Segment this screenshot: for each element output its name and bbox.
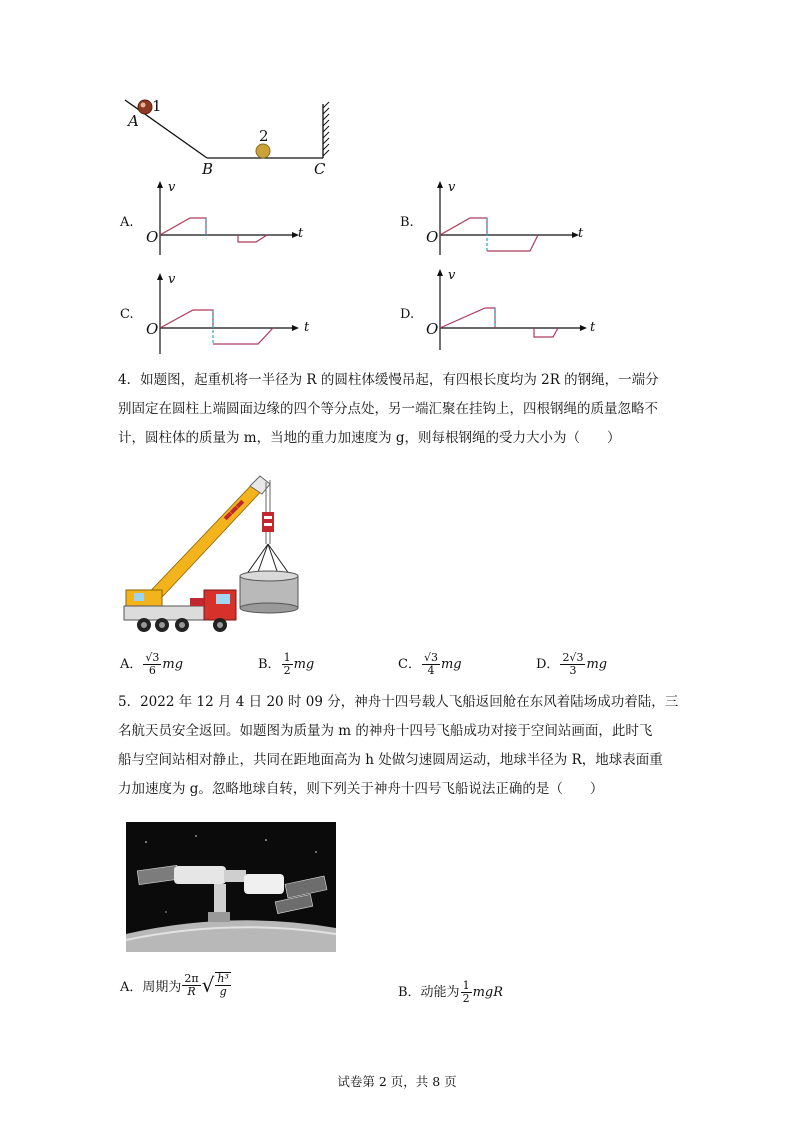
A-v: v — [168, 180, 176, 195]
B-t: t — [578, 226, 584, 241]
D-O: O — [426, 320, 439, 338]
C-v: v — [168, 272, 176, 287]
label-B: B — [202, 160, 214, 178]
A-O: O — [146, 228, 159, 246]
label-A: A — [128, 112, 139, 130]
q4-option-B[interactable]: B． $\frac{1}{2}$ mg — [258, 651, 315, 677]
label-2: 2 — [259, 127, 269, 145]
crane-image — [120, 462, 310, 642]
D-v: v — [448, 268, 456, 283]
D-t: t — [590, 320, 596, 335]
label-C: C — [314, 160, 326, 178]
q5-option-B[interactable]: B．动能为 $\frac{1}{2}$ mgR — [398, 979, 503, 1005]
q4-option-A[interactable]: A． $\frac{√3}{6}$ mg — [120, 651, 184, 677]
ball-1 — [138, 100, 152, 114]
C-O: O — [146, 320, 159, 338]
incline-figure — [115, 92, 345, 182]
B-O: O — [426, 228, 439, 246]
option-D-label: D. — [400, 307, 415, 322]
option-C-label: C. — [120, 307, 134, 322]
label-1: 1 — [152, 97, 162, 115]
option-A-label: A. — [120, 215, 134, 230]
ball-2 — [256, 144, 270, 158]
B-v: v — [448, 180, 456, 195]
C-t: t — [304, 320, 310, 335]
A-t: t — [298, 226, 304, 241]
q4-option-C[interactable]: C． $\frac{√3}{4}$ mg — [398, 651, 462, 677]
q5-option-A[interactable]: A．周期为 $\frac{2\pi}{R}$ √ $\frac{\text{h³}}{g}$ — [120, 971, 229, 998]
question-5-text: 5．2022 年 12 月 4 日 20 时 09 分，神舟十四号载人飞船返回舱在东风着陆场成功着陆，三 名航天员安全返回。如题图为质量为 m 的神舟十四号飞船成功对接于空间站画面，此时飞 船与空间站相对静止，共同在距地面高为 h 处做匀速圆周运动，地球半径为 R，地球表面重 力加速度为 g。忽略地球自转，则下列关于神舟十四号飞船说法正确的是（ ） — [118, 694, 679, 797]
page-footer: 试卷第 2 页，共 8 页 — [337, 1074, 457, 1089]
q4-option-D[interactable]: D． $\frac{2√3}{3}$ mg — [536, 651, 608, 677]
space-station-image — [126, 822, 336, 952]
option-B-label: B. — [400, 215, 414, 230]
question-4-text: 4．如题图，起重机将一半径为 R 的圆柱体缓慢吊起，有四根长度均为 2R 的钢绳，一端分 别固定在圆柱上端圆面边缘的四个等分点处，另一端汇聚在挂钩上，四根钢绳的质量忽略不 计，圆柱体的质量为 m，当地的重力加速度为 g，则每根钢绳的受力大小为（ ） — [118, 372, 659, 446]
